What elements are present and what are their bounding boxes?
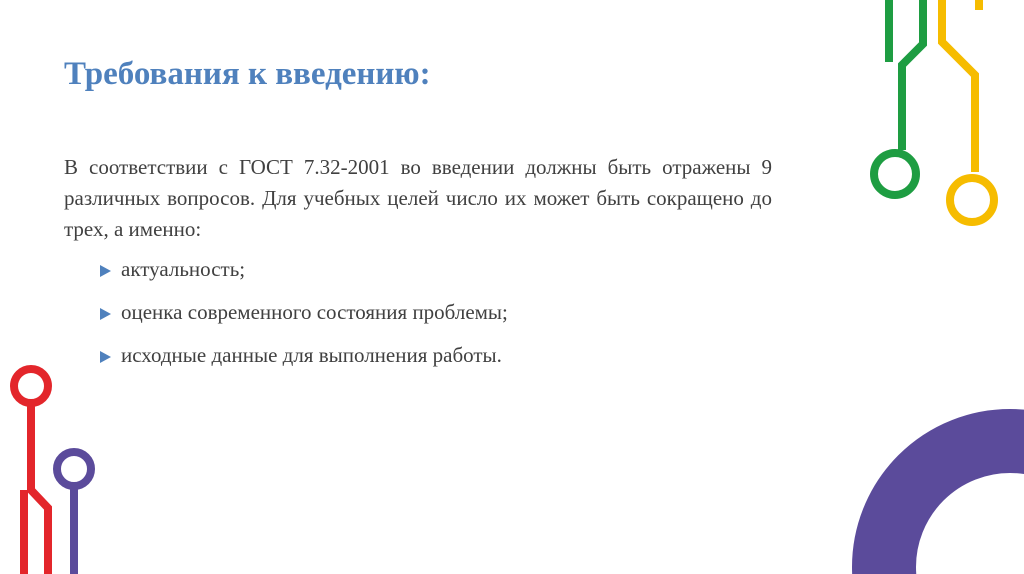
list-item xyxy=(100,257,508,300)
list-item-text: исходные данные для выполнения работы. xyxy=(121,343,502,367)
list-item xyxy=(100,300,508,343)
intro-paragraph: В соответствии с ГОСТ 7.32-2001 во введении должны быть отражены 9 различных вопросов. Для учебных целей число их может быть сокращено до трех, а именно: xyxy=(64,155,772,241)
list-item-text: оценка современного состояния проблемы; xyxy=(121,300,508,324)
slide-title: Требования к введению: xyxy=(64,56,431,92)
green-circuit-icon xyxy=(874,0,923,195)
list-item xyxy=(100,343,508,386)
triangle-bullet-icon xyxy=(100,351,111,363)
red-circuit-icon xyxy=(14,369,48,574)
list-item-text: актуальность; xyxy=(121,257,246,281)
purple-circuit-icon xyxy=(57,452,91,574)
yellow-circuit-icon xyxy=(942,0,994,222)
triangle-bullet-icon xyxy=(100,308,111,320)
requirements-list xyxy=(100,257,508,386)
purple-ring-icon xyxy=(884,441,1024,574)
triangle-bullet-icon xyxy=(100,265,111,277)
